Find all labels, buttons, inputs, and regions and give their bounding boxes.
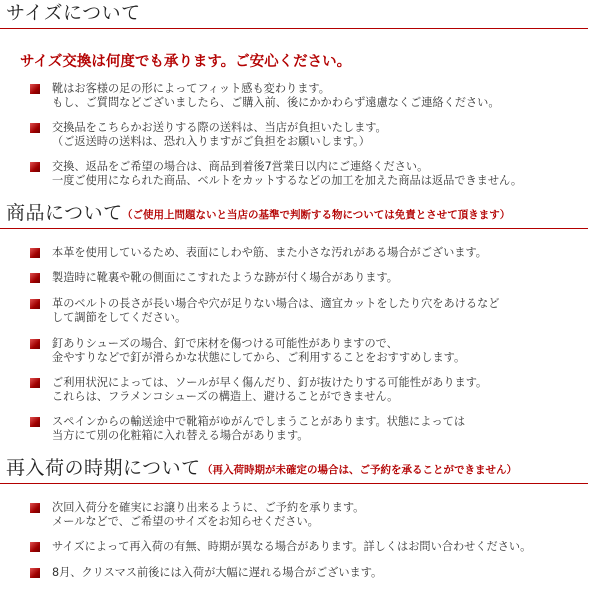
item-line: 靴はお客様の足の形によってフィット感も変わります。 (52, 82, 330, 95)
item-line: 製造時に靴裏や靴の側面にこすれたような跡が付く場合があります。 (52, 271, 398, 284)
bullet-icon (30, 417, 40, 427)
item-line: 一度ご使用になられた商品、ベルトをカットするなどの加工を加えた商品は返品できません。 (52, 174, 523, 187)
bullet-icon (30, 339, 40, 349)
item-line: 次回入荷分を確実にお譲り出来るように、ご予約を承ります。 (52, 501, 365, 514)
section-title: 再入荷の時期について (6, 457, 201, 479)
item-line: これらは、フラメンコシューズの構造上、避けることができません。 (52, 390, 399, 403)
item-line: サイズによって再入荷の有無、時期が異なる場合があります。詳しくはお問い合わせください。 (52, 540, 532, 553)
item-line: 革のベルトの長さが長い場合や穴が足りない場合は、適宜カットをしたり穴をあけるなど (52, 297, 500, 310)
item-line: （ご返送時の送料は、恐れ入りますがご負担をお願いします。） (52, 135, 370, 148)
item-line: して調節をしてください。 (52, 311, 187, 324)
section-heading-size (0, 0, 588, 29)
item-line: スペインからの輸送途中で靴箱がゆがんでしまうことがあります。状態によっては (52, 415, 466, 428)
section-note: （ご使用上問題ないと当店の基準で判断する物については免責とさせて頂きます） (122, 209, 511, 221)
bullet-icon (30, 248, 40, 258)
item-line: もし、ご質問などございましたら、ご購入前、後にかかわらず遠慮なくご連絡ください。 (52, 96, 500, 109)
item-line: 交換、返品をご希望の場合は、商品到着後7営業日以内にご連絡ください。 (52, 160, 429, 173)
bullet-icon (30, 162, 40, 172)
bullet-icon (30, 542, 40, 552)
bullet-icon (30, 273, 40, 283)
section-heading-product (0, 200, 588, 229)
section-title: 商品について (6, 202, 123, 224)
item-line: ご利用状況によっては、ソールが早く傷んだり、釘が抜けたりする可能性があります。 (52, 376, 488, 389)
section-heading-restock (0, 455, 588, 484)
item-line: 金やすりなどで釘が滑らかな状態にしてから、ご利用することをおすすめします。 (52, 351, 466, 364)
section-subtitle: サイズ交換は何度でも承ります。ご安心ください。 (20, 54, 352, 70)
item-line: 交換品をこちらかお送りする際の送料は、当店が負担いたします。 (52, 121, 387, 134)
item-line: 8月、クリスマス前後には入荷が大幅に遅れる場合がございます。 (52, 566, 383, 579)
item-line: メールなどで、ご希望のサイズをお知らせください。 (52, 515, 319, 528)
item-line: 釘ありシューズの場合、釘で床材を傷つける可能性がありますので、 (52, 337, 398, 350)
bullet-icon (30, 123, 40, 133)
item-line: 本革を使用しているため、表面にしわや筋、また小さな汚れがある場合がございます。 (52, 246, 487, 259)
item-line: 当方にて別の化粧箱に入れ替える場合があります。 (52, 429, 309, 442)
section-note: （再入荷時期が未確定の場合は、ご予約を承ることができません） (202, 464, 517, 476)
section-title: サイズについて (6, 2, 141, 24)
bullet-icon (30, 378, 40, 388)
bullet-icon (30, 84, 40, 94)
bullet-icon (30, 503, 40, 513)
bullet-icon (30, 299, 40, 309)
bullet-icon (30, 568, 40, 578)
